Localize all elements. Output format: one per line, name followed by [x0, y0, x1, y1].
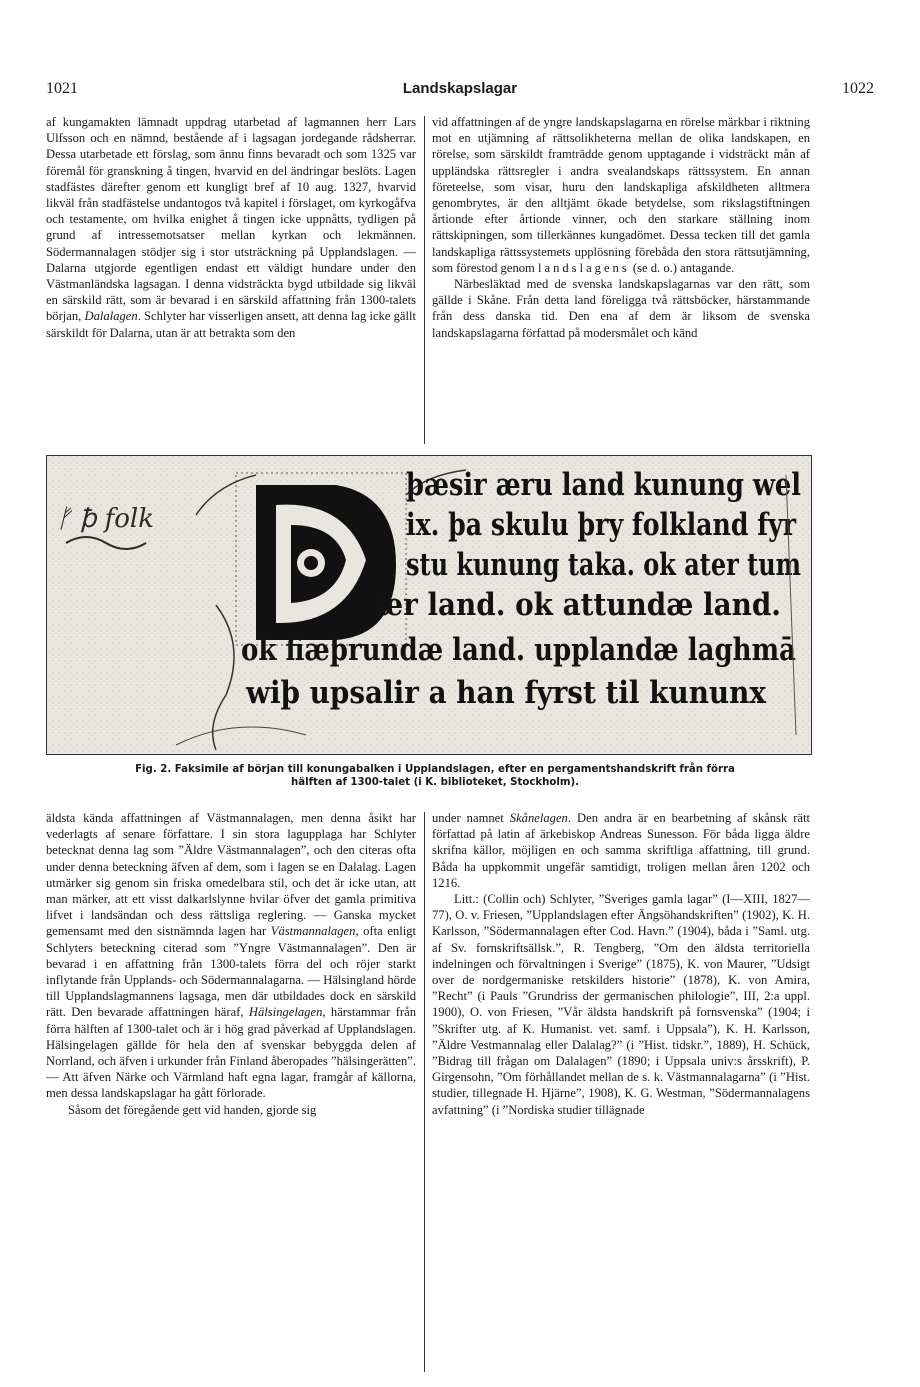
- paragraph: Litt.: (Collin och) Schlyter, ”Sveriges gamla lagar” (I—XIII, 1827—77), O. v. Friesen, ”Upplandslagen efter Ängsöhandskriften” (1902), K. H. Karlsson, ”Södermannalagen efter Cod. Havn.” (1904), båda i ”Saml. utg. af Sv. fornskriftsällsk.”, R. Tengberg, ”Om den äldsta territoriella indelningen och förvaltningen i Sverige” (1875), K. von Maurer, ”Udsigt over de nordgermaniske retskilders historie” (1878), K. von Amira, ”Recht” (i Pauls ”Grundriss der germanischen philologie”, III, 2:a uppl. 1900), O. von Friesen, ”Vår äldsta handskrift på fornsvenska” (1904; i ”Skrifter utg. af K. Humanist. vet. samf. i Uppsala”), K. H. Karlsson, ”Äldre Vestmannalag eller Dalalag?” (i ”Hist. tidskr.”, 1889), H. Schück, ”Bidrag till frågan om Dalalagen” (1890; i Uppsala univ:s årsskrift), P. Girgensohn, ”Om förhållandet mellan de s. k. Västmannalagarna” (i ”Hist. studier, tillegnade H. Hjärne”, 1908), K. G. Westman, ”Södermannalagens avfattning” (i ”Nordiska studier tillägnade: [432, 892, 810, 1117]
- running-title: Landskapslagar: [402, 80, 518, 97]
- manuscript-line: ær land. ok attundæ land.: [376, 587, 781, 623]
- manuscript-line: ok fiæþrundæ land. upplandæ laghmā: [241, 632, 796, 668]
- column-bottom-right: [432, 810, 810, 1374]
- page-number-left: 1021: [46, 80, 78, 97]
- column-rule-top: [424, 116, 425, 444]
- manuscript-line: wiþ upsalir a han fyrst til kununx: [245, 675, 767, 711]
- paragraph: under namnet Skånelagen. Den andra är en bearbetning af skånsk rätt författad på latin af ärkebiskop Andreas Sunesson. För båda ligga äldre skrifna källor, möjligen en och samma skriftliga affattning, till grund. Båda ha uppkommit ungefär samtidigt, troligen mellan åren 1202 och 1216.: [432, 811, 811, 890]
- page-header: [46, 80, 874, 104]
- column-top-left: [46, 114, 416, 444]
- manuscript-line: ix. þa skulu þry folkland fyr: [406, 507, 797, 543]
- manuscript-facsimile: [46, 455, 812, 755]
- marginal-note: ᚠ ꝥ folk: [56, 504, 154, 534]
- paragraph: äldsta kända affattningen af Västmannalagen, men denna åsikt har vederlagts af senare författare. I sin stora lagupplaga har Schlyter betecknat denna lag som ”Äldre Västmannalagen”, och den citeras ofta under denna beteckning äfven af dem, som i lagen se en Dalalag. Lagen utmärker sig genom sin friska omedelbara stil, och det är icke utan, att man märker, att ett visst dalkarlslynne hvilar öfver det gamla primitiva lifvet i landsändan och dess rättsliga reglering. — Ganska mycket gemensamt med den sistnämnda lagen har Västmannalagen, ofta enligt Schlyters beteckning citerad som ”Yngre Västmannalagen”. Den är bevarad i en affattning från 1300-talets förra del och röjer starkt inflytande från Upplands- och Södermannalagarna. — Hälsingland hörde till Upplandslagmannens lagsaga, men där utbildades dock en särskild rätt. Den bevarade affattningen häraf, Hälsingelagen, härstammar från förra hälften af 1300-talet och är i hög grad påverkad af Upplandslagen. Hälsingelagen gällde för hela den af svenskar bebyggda delen af Norrland, och äfven i urkunder från Finland åberopades ”hälsingerätten”. — Att äfven Närke och Värmland haft egna lagar, framgår af källorna, men dessa landskapslagar ha gått förlorade.: [46, 811, 417, 1101]
- column-bottom-left: [46, 810, 416, 1374]
- column-rule-bottom: [424, 812, 425, 1372]
- facsimile-image: [46, 455, 812, 755]
- paragraph: Närbesläktad med de svenska landskapslagarnas var den rätt, som gällde i Skåne. Från detta land föreligga två rättsböcker, härstammande från dess danska tid. Den ena af dem är liksom de svenska landskapslagarna författad på modersmålet och känd: [432, 277, 810, 340]
- page-number-right: 1022: [842, 80, 874, 97]
- figure-caption: Fig. 2. Faksimile af början till konungabalken i Upplandslagen, efter en pergamentshandskrift från förra hälften af 1300-talet (i K. biblioteket, Stockholm).: [135, 764, 735, 788]
- manuscript-line: þæsir æru land kunung wel: [406, 467, 801, 503]
- column-top-right: [432, 114, 810, 444]
- paragraph: Såsom det föregående gett vid handen, gjorde sig: [68, 1102, 317, 1117]
- paragraph: vid affattningen af de yngre landskapslagarna en rörelse märkbar i riktning mot en utjämning af rättsolikheterna mellan de olika landskapen, en rörelse, som särskildt framträdde genom upptagande i vidsträckt mån af uppländska rättsregler i andra svealandskaps rättssystem. En annan företeelse, som visar, huru den landskapliga afskildheten alltmera genombrytes, är den alltjämt ökade betydelse, som rikslagstiftningen årtionde efter årtionde vinner, och den starkare ställning inom rättskipningen, som tillerkännes kungadömet. Dessa tecken till det gamla landskapliga rättssystemets upplösning förebåda den stora rättsutjämning, som förestod genom landslagens (se d. o.) antagande.: [432, 115, 810, 275]
- manuscript-line: stu kunung taka. ok ater tum: [406, 547, 802, 583]
- paragraph: af kungamakten lämnadt uppdrag utarbetad af lagmannen herr Lars Ulfsson och en nämnd, bestående af i lagsagan jordegande rådsherrar. Dessa utarbetade ett förslag, som ännu finns bevaradt och som 1325 var föremål för granskning å tingen, hvarvid en del ändringar beslöts. Lagen stadfästes därefter genom ett kungligt bref af 10 aug. 1327, hvarvid likväl från stadfästelse undantogos två kapitel i förslaget, om kyrkogåfva och testamente, om hvilka enighet å tingen icke uppnåtts, tydligen på grund af intressemotsatser mellan kyrkan och lekmännen. Södermannalagen stödjer sig i stor utsträckning på Upplandslagen. — Dalarna utgjorde egentligen endast ett väldigt hundare under den Västmanländska lagsagan. I denna vidsträckta bygd utbildade sig likväl en särskild rätt, som är bevarad i en särskild affattning från 1300-talets början, Dalalagen. Schlyter har visserligen ansett, att denna lag icke gällt särskildt för Dalarna, utan är att betrakta som den: [46, 115, 416, 340]
